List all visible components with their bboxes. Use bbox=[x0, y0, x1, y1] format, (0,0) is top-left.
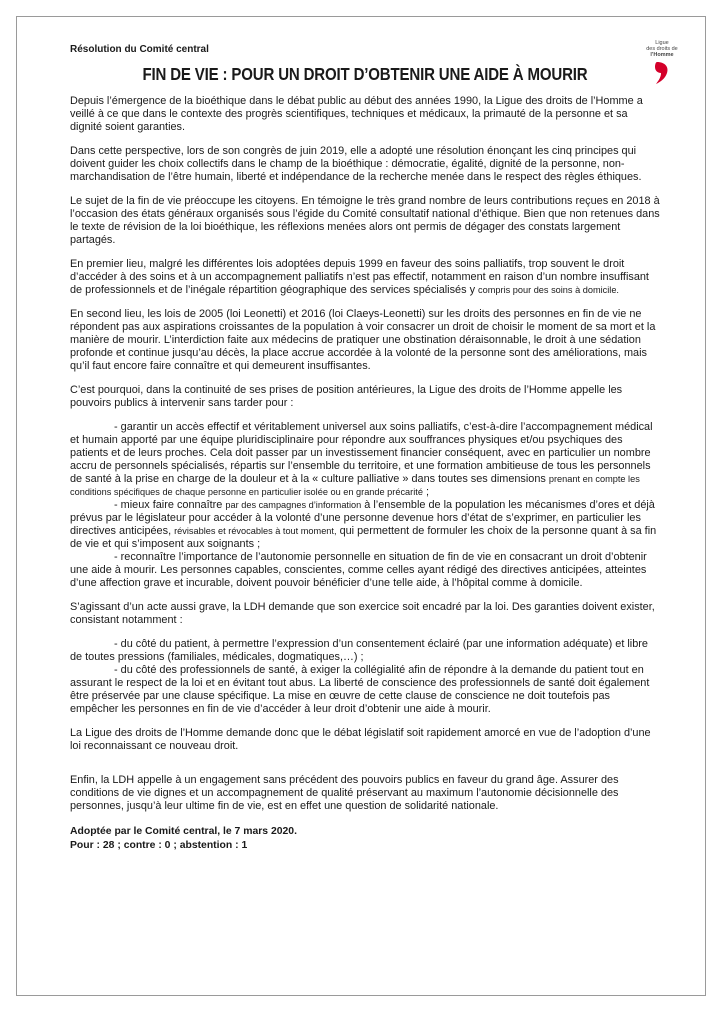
vote-result: Pour : 28 ; contre : 0 ; abstention : 1 bbox=[70, 840, 248, 851]
bullet-1-small: prenant en compte les conditions spécifiques de chaque personne en particulier isolée ou en grande précarité bbox=[70, 474, 640, 497]
bullet-professionals: - du côté des professionnels de santé, à exiger la collégialité afin de répondre à la demande du patient tout en assurant le respect de la loi et en évitant tout abus. La liberté de conscience des professionnels de santé doit également être préservée par une clause spécifique. La mise en œuvre de cette clause de conscience ne doit toutefois pas empêcher les personnes en fin de vie d’accéder à leur droit d’obtenir une aide à mourir. bbox=[70, 664, 650, 715]
paragraph-4-small: compris pour des soins à domicile. bbox=[478, 285, 619, 295]
bullet-2-a: - mieux faire connaître bbox=[114, 499, 223, 511]
paragraph-7: S’agissant d’un acte aussi grave, la LDH demande que son exercice soit encadré par la loi. Des garanties doivent exister, consistant notamment : bbox=[70, 601, 655, 626]
logo-line-3: l’Homme bbox=[650, 52, 674, 58]
paragraph-6: C’est pourquoi, dans la continuité de ses prises de position antérieures, la Ligue des droits de l’Homme appelle les pouvoirs publics à intervenir sans tarder pour : bbox=[70, 384, 623, 409]
logo-line-2: des droits de bbox=[646, 46, 678, 52]
paragraph-2: Dans cette perspective, lors de son congrès de juin 2019, elle a adopté une résolution énonçant les cinq principes qui doivent guider les choix collectifs dans le champ de la bioéthique : démocratie, égalité, dignité de la personne, non-marchandisation de l’être humain, liberté et indépendance de la recherche menée dans le respect des règles éthiques. bbox=[70, 145, 642, 183]
paragraph-8: La Ligue des droits de l’Homme demande donc que le débat législatif soit rapidement amorcé en vue de l’adoption d’une loi reconnaissant ce nouveau droit. bbox=[70, 727, 651, 752]
bullet-2-c: qui permettent de formuler les choix de la personne quant à sa fin de vie et qui s’imposent aux soignants ; bbox=[70, 525, 657, 550]
bullet-2-small-2: révisables et révocables à tout moment, bbox=[174, 526, 337, 536]
paragraph-9: Enfin, la LDH appelle à un engagement sans précédent des pouvoirs publics en faveur du grand âge. Assurer des conditions de vie dignes et un accompagnement de qualité préservant au maximum l’autonomie décisionnelle des personnes, jusqu’à leur ultime fin de vie, est en effet une question de solidarité nationale. bbox=[70, 774, 619, 812]
paragraph-3: Le sujet de la fin de vie préoccupe les citoyens. En témoigne le très grand nombre de leurs contributions reçues en 2018 à l’occasion des états généraux organisés sous l’égide du Comité consultatif national d’éthique. Bien que non retenues dans le texte de révision de la loi bioéthique, les réflexions menées alors ont permis de dégager des constats largement partagés. bbox=[70, 195, 660, 246]
bullet-1-main: - garantir un accès effectif et véritablement universel aux soins palliatifs, c’est-à-dire l’accompagnement médical et humain apporté par une équipe pluridisciplinaire pour répondre aux souffrances physiques et/ou psychiques des patients et de leurs proches. Cela doit passer par un investissement financier conséquent, avec en particulier un nombre accru de personnels spécialisés, répartis sur l’ensemble du territoire, et une formation ambitieuse de tous les personnels de santé à la prise en charge de la douleur et à la « culture palliative » dans toutes ses dimensions bbox=[70, 421, 653, 485]
document-title: FIN DE VIE : POUR UN DROIT D’OBTENIR UNE AIDE À MOURIR bbox=[142, 64, 588, 84]
bullet-patient: - du côté du patient, à permettre l’expression d’un consentement éclairé (par une information adéquate) et libre de toutes pressions (familiales, médicales, dogmatiques,…) ; bbox=[70, 638, 648, 663]
adoption-date: Adoptée par le Comité central, le 7 mars 2020. bbox=[70, 826, 297, 837]
bullet-1-end: ; bbox=[422, 486, 429, 498]
document-body bbox=[70, 44, 660, 853]
bullet-2-small-1: par des campagnes d’information bbox=[225, 500, 362, 510]
logo-line-1: Ligue bbox=[655, 40, 669, 46]
bullet-directives bbox=[70, 499, 660, 551]
document-kicker: Résolution du Comité central bbox=[70, 44, 209, 55]
bullet-2-b: à l’ensemble de la population les mécanismes d’ores et déjà prévus par le législateur pour accéder à la volonté d’une personne devenue hors d’état de s’exprimer, en particulier les directives anticipées, bbox=[70, 499, 655, 537]
bullet-palliative-care bbox=[70, 421, 660, 499]
paragraph-4 bbox=[70, 258, 660, 297]
paragraph-4-main: En premier lieu, malgré les différentes lois adoptées depuis 1999 en faveur des soins palliatifs, trop souvent le droit d’accéder à des soins et à un accompagnement palliatifs n’est pas effectif, notamment en raison d’un nombre insuffisant de professionnels et de l’inégale répartition géographique des services spécialisés y bbox=[70, 258, 649, 296]
paragraph-1: Depuis l’émergence de la bioéthique dans le débat public au début des années 1990, la Ligue des droits de l’Homme a veillé à ce que dans le contexte des progrès scientifiques, techniques et médicaux, la primauté de la personne et sa dignité soient garanties. bbox=[70, 95, 643, 133]
bullet-autonomy: - reconnaître l’importance de l’autonomie personnelle en situation de fin de vie en consacrant un droit d’obtenir une aide à mourir. Les personnes capables, conscientes, comme celles ayant rédigé des directives anticipées, atteintes d’une affection grave et incurable, doivent pouvoir bénéficier d’une telle aide, à l’hôpital comme à domicile. bbox=[70, 551, 647, 589]
paragraph-5: En second lieu, les lois de 2005 (loi Leonetti) et 2016 (loi Claeys-Leonetti) sur les droits des personnes en fin de vie ne répondent pas aux aspirations croissantes de la population à voir consacrer un droit de choisir le moment de sa mort et la manière de mourir. L’interdiction faite aux médecins de pratiquer une obstination déraisonnable, le droit à une sédation profonde et continue jusqu’au décès, la place accrue accordée à la volonté de la personne sont des améliorations, mais qu’il faut encore faire connaître et qui demeurent insuffisantes. bbox=[70, 308, 656, 372]
